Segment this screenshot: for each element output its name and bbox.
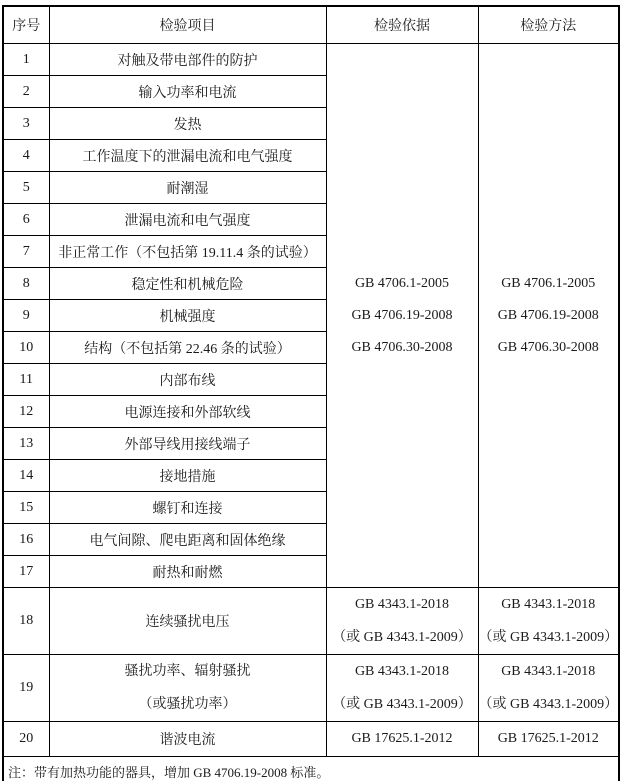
item-cell: 耐热和耐燃	[49, 556, 326, 588]
basis-cell-merged	[326, 44, 478, 588]
cell-line: （或 GB 4343.1-2009）	[478, 630, 619, 645]
item-cell	[49, 655, 326, 722]
row-number-cell: 17	[3, 556, 49, 588]
row-number-cell: 20	[3, 722, 49, 757]
cell-line: GB 4706.1-2005	[501, 275, 596, 291]
row-number-cell: 3	[3, 108, 49, 140]
item-cell: 电源连接和外部软线	[49, 396, 326, 428]
item-cell: 螺钉和连接	[49, 492, 326, 524]
row-number-cell: 11	[3, 364, 49, 396]
note-row	[3, 757, 619, 781]
method-cell	[478, 655, 619, 722]
row-number-cell: 18	[3, 588, 49, 655]
row-number-cell: 10	[3, 332, 49, 364]
row-number-cell: 15	[3, 492, 49, 524]
table-header-row	[3, 6, 619, 44]
item-cell: 机械强度	[49, 300, 326, 332]
cell-line: GB 4343.1-2018	[501, 664, 596, 679]
header-inspection-basis: 检验依据	[326, 6, 478, 44]
row-number-cell: 1	[3, 44, 49, 76]
table-row	[3, 588, 619, 655]
row-number-cell: 14	[3, 460, 49, 492]
footnote-cell: 注：带有加热功能的器具，增加 GB 4706.19-2008 标准。	[3, 757, 619, 781]
cell-line: GB 4343.1-2018	[354, 597, 450, 612]
item-cell: 耐潮湿	[49, 172, 326, 204]
item-cell: 泄漏电流和电气强度	[49, 204, 326, 236]
row-number-cell: 7	[3, 236, 49, 268]
row-number-cell: 12	[3, 396, 49, 428]
item-cell: 谐波电流	[49, 722, 326, 757]
row-number-cell: 6	[3, 204, 49, 236]
item-cell: 工作温度下的泄漏电流和电气强度	[49, 140, 326, 172]
item-cell: 发热	[49, 108, 326, 140]
item-cell: 对触及带电部件的防护	[49, 44, 326, 76]
cell-line: （或 GB 4343.1-2009）	[332, 630, 472, 645]
row-number-cell: 5	[3, 172, 49, 204]
table-row	[3, 655, 619, 722]
table-row	[3, 44, 619, 76]
cell-line: （或 GB 4343.1-2009）	[478, 697, 619, 712]
inspection-table	[2, 5, 620, 781]
cell-line: GB 4706.30-2008	[351, 339, 453, 355]
cell-line: GB 4706.30-2008	[497, 339, 599, 355]
item-cell: 外部导线用接线端子	[49, 428, 326, 460]
item-cell: 稳定性和机械危险	[49, 268, 326, 300]
cell-line: GB 4343.1-2018	[501, 597, 596, 612]
item-cell: 电气间隙、爬电距离和固体绝缘	[49, 524, 326, 556]
cell-line: （或骚扰功率）	[138, 697, 237, 712]
header-inspection-item: 检验项目	[49, 6, 326, 44]
header-serial-number: 序号	[3, 6, 49, 44]
table-row	[3, 722, 619, 757]
basis-cell	[326, 655, 478, 722]
row-number-cell: 2	[3, 76, 49, 108]
method-cell: GB 17625.1-2012	[478, 722, 619, 757]
item-cell: 非正常工作（不包括第 19.11.4 条的试验）	[49, 236, 326, 268]
cell-line: （或 GB 4343.1-2009）	[332, 697, 472, 712]
item-cell: 输入功率和电流	[49, 76, 326, 108]
header-inspection-method: 检验方法	[478, 6, 619, 44]
cell-line: GB 4706.19-2008	[351, 307, 453, 323]
method-cell	[478, 588, 619, 655]
row-number-cell: 19	[3, 655, 49, 722]
row-number-cell: 8	[3, 268, 49, 300]
item-cell: 内部布线	[49, 364, 326, 396]
item-cell: 结构（不包括第 22.46 条的试验）	[49, 332, 326, 364]
row-number-cell: 9	[3, 300, 49, 332]
cell-line: GB 4706.19-2008	[497, 307, 599, 323]
cell-line: GB 4706.1-2005	[354, 275, 450, 291]
cell-line: GB 4343.1-2018	[354, 664, 450, 679]
row-number-cell: 4	[3, 140, 49, 172]
row-number-cell: 13	[3, 428, 49, 460]
item-cell: 连续骚扰电压	[49, 588, 326, 655]
row-number-cell: 16	[3, 524, 49, 556]
basis-cell: GB 17625.1-2012	[326, 722, 478, 757]
item-cell: 接地措施	[49, 460, 326, 492]
table-body	[3, 44, 619, 757]
cell-line: 骚扰功率、辐射骚扰	[124, 664, 251, 679]
method-cell-merged	[478, 44, 619, 588]
basis-cell	[326, 588, 478, 655]
